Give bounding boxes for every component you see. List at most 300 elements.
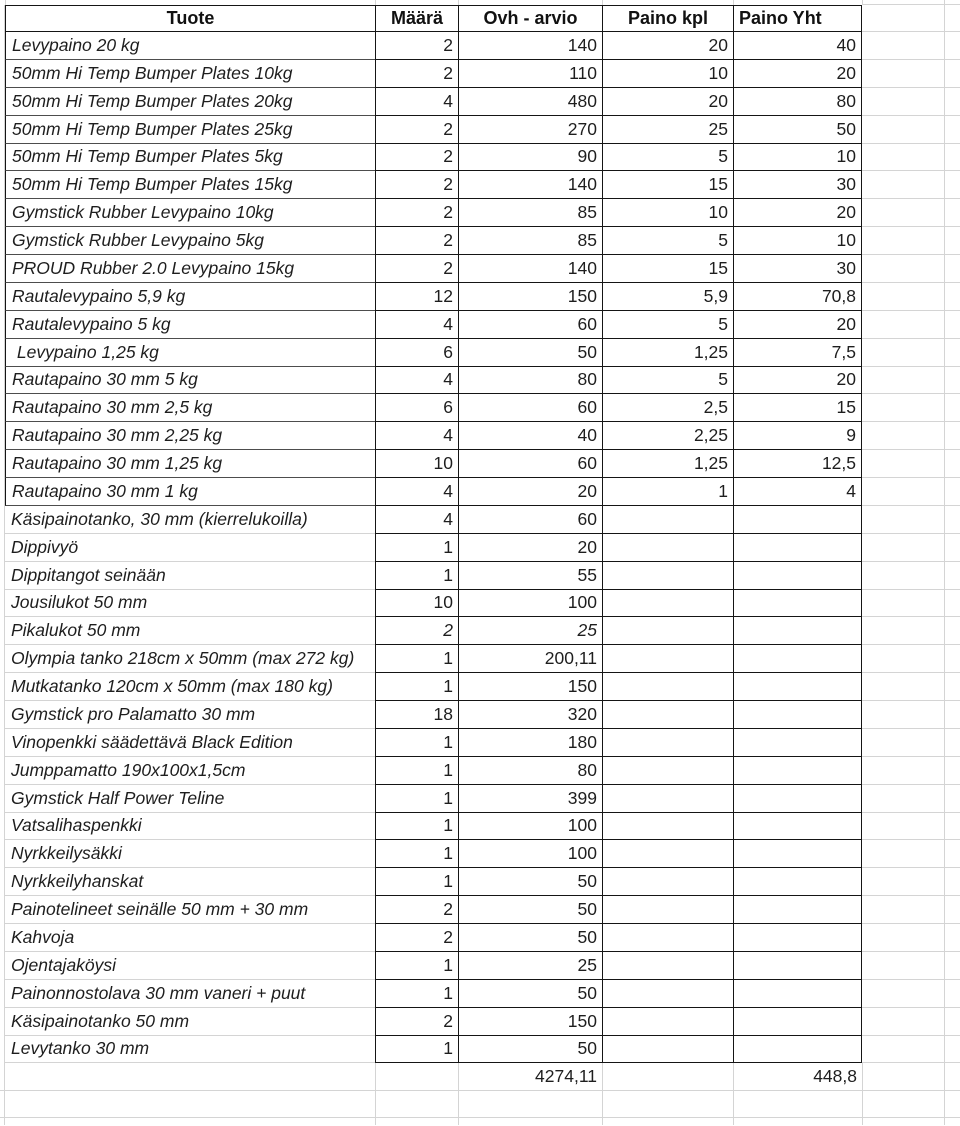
cell-empty[interactable] — [862, 980, 945, 1008]
cell-product-name[interactable]: Rautapaino 30 mm 5 kg — [5, 367, 375, 395]
cell-weight-total[interactable]: 50 — [733, 116, 862, 144]
cell-price[interactable]: 50 — [458, 896, 602, 924]
cell-empty[interactable] — [862, 339, 945, 367]
cell-weight-each[interactable]: 2,5 — [602, 394, 733, 422]
cell-weight-each[interactable] — [602, 952, 733, 980]
cell-weight-each[interactable]: 15 — [602, 255, 733, 283]
cell-empty[interactable] — [862, 673, 945, 701]
cell-product-name[interactable]: Levypaino 20 kg — [5, 32, 375, 60]
cell-empty[interactable] — [458, 1091, 602, 1118]
cell-weight-total[interactable] — [733, 673, 862, 701]
cell-product-name[interactable]: Ojentajaköysi — [5, 952, 375, 980]
cell-price[interactable]: 270 — [458, 116, 602, 144]
gridline-row-bottom — [0, 1118, 960, 1125]
cell-weight-total[interactable] — [733, 980, 862, 1008]
cell-product-name[interactable]: Levytanko 30 mm — [5, 1036, 375, 1064]
cell-price[interactable]: 200,11 — [458, 645, 602, 673]
cell-empty[interactable] — [862, 590, 945, 618]
cell-price[interactable]: 399 — [458, 785, 602, 813]
cell-empty[interactable] — [375, 1091, 458, 1118]
cell-price[interactable]: 100 — [458, 590, 602, 618]
cell-quantity[interactable]: 2 — [375, 144, 458, 172]
header-product[interactable]: Tuote — [5, 5, 375, 32]
cell-empty[interactable] — [5, 1091, 375, 1118]
cell-product-name[interactable]: Dippivyö — [5, 534, 375, 562]
gridline-cell — [945, 757, 960, 785]
cell-price[interactable]: 80 — [458, 757, 602, 785]
cell-product-name[interactable]: Nyrkkeilyhanskat — [5, 868, 375, 896]
cell-price[interactable]: 25 — [458, 952, 602, 980]
cell-weight-each[interactable]: 25 — [602, 116, 733, 144]
table-row — [0, 283, 960, 311]
cell-weight-total[interactable]: 20 — [733, 311, 862, 339]
cell-weight-total[interactable]: 20 — [733, 199, 862, 227]
table-row — [0, 422, 960, 450]
cell-product-name[interactable]: Gymstick Rubber Levypaino 10kg — [5, 199, 375, 227]
table-row — [0, 311, 960, 339]
cell-quantity[interactable]: 4 — [375, 88, 458, 116]
cell-weight-each[interactable] — [602, 813, 733, 841]
gridline-cell — [458, 1118, 602, 1125]
cell-product-name[interactable]: Rautalevypaino 5 kg — [5, 311, 375, 339]
cell-empty[interactable] — [862, 88, 945, 116]
cell-product-name[interactable]: Vinopenkki säädettävä Black Edition — [5, 729, 375, 757]
gridline-cell — [945, 367, 960, 395]
cell-quantity[interactable]: 1 — [375, 813, 458, 841]
header-weight-total[interactable]: Paino Yht — [733, 5, 862, 32]
gridline-cell — [945, 116, 960, 144]
gridline-cell — [945, 5, 960, 32]
cell-weight-each[interactable] — [602, 617, 733, 645]
cell-weight-each[interactable] — [602, 590, 733, 618]
cell-empty[interactable] — [862, 729, 945, 757]
gridline-cell — [945, 673, 960, 701]
table-row — [0, 534, 960, 562]
cell-price[interactable]: 50 — [458, 980, 602, 1008]
cell-empty[interactable] — [862, 171, 945, 199]
cell-weight-each[interactable]: 2,25 — [602, 422, 733, 450]
cell-quantity[interactable]: 1 — [375, 980, 458, 1008]
gridline-cell — [945, 199, 960, 227]
table-row — [0, 116, 960, 144]
cell-product-name[interactable]: Nyrkkeilysäkki — [5, 840, 375, 868]
cell-empty[interactable] — [862, 283, 945, 311]
total-price[interactable]: 4274,11 — [458, 1063, 602, 1091]
cell-price[interactable]: 150 — [458, 1008, 602, 1036]
cell-empty[interactable] — [862, 896, 945, 924]
cell-price[interactable]: 90 — [458, 144, 602, 172]
cell-quantity[interactable]: 1 — [375, 868, 458, 896]
gridline-cell — [945, 450, 960, 478]
cell-empty[interactable] — [862, 1091, 945, 1118]
cell-empty[interactable] — [862, 255, 945, 283]
cell-quantity[interactable]: 1 — [375, 1036, 458, 1064]
cell-weight-each[interactable] — [602, 1008, 733, 1036]
cell-weight-total[interactable] — [733, 1036, 862, 1064]
gridline-cell — [945, 562, 960, 590]
cell-product-name[interactable]: Olympia tanko 218cm x 50mm (max 272 kg) — [5, 645, 375, 673]
cell-quantity[interactable]: 2 — [375, 896, 458, 924]
cell-quantity[interactable]: 1 — [375, 729, 458, 757]
cell-quantity[interactable]: 10 — [375, 450, 458, 478]
cell-weight-each[interactable]: 5 — [602, 227, 733, 255]
cell-quantity[interactable]: 2 — [375, 116, 458, 144]
cell-price[interactable]: 50 — [458, 1036, 602, 1064]
cell-weight-each[interactable] — [602, 534, 733, 562]
cell-empty[interactable] — [375, 1063, 458, 1091]
table-row — [0, 88, 960, 116]
gridline-cell — [945, 506, 960, 534]
table-row — [0, 840, 960, 868]
cell-product-name[interactable]: Jumppamatto 190x100x1,5cm — [5, 757, 375, 785]
cell-quantity[interactable]: 1 — [375, 645, 458, 673]
cell-price[interactable]: 100 — [458, 840, 602, 868]
cell-weight-each[interactable]: 5 — [602, 144, 733, 172]
gridline-cell — [945, 1091, 960, 1118]
cell-weight-each[interactable] — [602, 757, 733, 785]
gridline-cell — [5, 1118, 375, 1125]
cell-empty[interactable] — [862, 5, 945, 32]
table-row — [0, 701, 960, 729]
cell-product-name[interactable]: Pikalukot 50 mm — [5, 617, 375, 645]
cell-product-name[interactable]: Mutkatanko 120cm x 50mm (max 180 kg) — [5, 673, 375, 701]
cell-empty[interactable] — [602, 1063, 733, 1091]
cell-weight-each[interactable] — [602, 645, 733, 673]
cell-weight-each[interactable]: 1 — [602, 478, 733, 506]
cell-price[interactable]: 110 — [458, 60, 602, 88]
cell-weight-each[interactable] — [602, 506, 733, 534]
cell-price[interactable]: 100 — [458, 813, 602, 841]
cell-product-name[interactable]: Painonnostolava 30 mm vaneri + puut — [5, 980, 375, 1008]
cell-weight-each[interactable]: 1,25 — [602, 339, 733, 367]
cell-quantity[interactable]: 2 — [375, 171, 458, 199]
cell-weight-each[interactable]: 5 — [602, 311, 733, 339]
gridline-cell — [945, 617, 960, 645]
cell-price[interactable]: 60 — [458, 394, 602, 422]
cell-empty[interactable] — [862, 1008, 945, 1036]
table-row — [0, 645, 960, 673]
gridline-cell — [945, 785, 960, 813]
cell-weight-each[interactable]: 20 — [602, 88, 733, 116]
cell-quantity[interactable]: 6 — [375, 394, 458, 422]
cell-empty[interactable] — [862, 617, 945, 645]
cell-weight-each[interactable] — [602, 924, 733, 952]
cell-price[interactable]: 480 — [458, 88, 602, 116]
cell-product-name[interactable]: PROUD Rubber 2.0 Levypaino 15kg — [5, 255, 375, 283]
cell-price[interactable]: 55 — [458, 562, 602, 590]
cell-weight-each[interactable] — [602, 980, 733, 1008]
header-weight-each[interactable]: Paino kpl — [602, 5, 733, 32]
cell-product-name[interactable]: Kahvoja — [5, 924, 375, 952]
cell-empty[interactable] — [862, 199, 945, 227]
cell-weight-total[interactable] — [733, 840, 862, 868]
cell-weight-total[interactable] — [733, 701, 862, 729]
cell-product-name[interactable]: Jousilukot 50 mm — [5, 590, 375, 618]
total-weight[interactable]: 448,8 — [733, 1063, 862, 1091]
cell-weight-total[interactable] — [733, 645, 862, 673]
cell-empty[interactable] — [862, 645, 945, 673]
cell-empty[interactable] — [862, 478, 945, 506]
cell-weight-total[interactable]: 10 — [733, 227, 862, 255]
cell-empty[interactable] — [862, 144, 945, 172]
cell-weight-total[interactable] — [733, 813, 862, 841]
gridline-cell — [945, 868, 960, 896]
cell-weight-total[interactable] — [733, 590, 862, 618]
cell-quantity[interactable]: 2 — [375, 199, 458, 227]
cell-price[interactable]: 20 — [458, 534, 602, 562]
gridline-cell — [945, 227, 960, 255]
cell-weight-total[interactable] — [733, 729, 862, 757]
cell-price[interactable]: 80 — [458, 367, 602, 395]
cell-empty[interactable] — [862, 60, 945, 88]
cell-price[interactable]: 140 — [458, 32, 602, 60]
table-row — [0, 367, 960, 395]
cell-empty[interactable] — [862, 813, 945, 841]
gridline-cell — [945, 32, 960, 60]
cell-weight-each[interactable] — [602, 1036, 733, 1064]
cell-weight-each[interactable]: 5,9 — [602, 283, 733, 311]
table-row — [0, 729, 960, 757]
table-row — [0, 1008, 960, 1036]
cell-product-name[interactable]: 50mm Hi Temp Bumper Plates 15kg — [5, 171, 375, 199]
cell-price[interactable]: 180 — [458, 729, 602, 757]
cell-quantity[interactable]: 1 — [375, 785, 458, 813]
cell-price[interactable]: 20 — [458, 478, 602, 506]
cell-product-name[interactable]: Gymstick pro Palamatto 30 mm — [5, 701, 375, 729]
table-row — [0, 199, 960, 227]
cell-weight-total[interactable]: 30 — [733, 171, 862, 199]
cell-product-name[interactable]: Rautapaino 30 mm 2,5 kg — [5, 394, 375, 422]
gridline-cell — [945, 60, 960, 88]
cell-weight-total[interactable] — [733, 924, 862, 952]
cell-quantity[interactable]: 18 — [375, 701, 458, 729]
cell-weight-each[interactable]: 20 — [602, 32, 733, 60]
cell-empty[interactable] — [862, 1063, 945, 1091]
table-row — [0, 478, 960, 506]
cell-quantity[interactable]: 2 — [375, 924, 458, 952]
gridline-cell — [862, 1118, 945, 1125]
gridline-cell — [945, 840, 960, 868]
cell-weight-total[interactable] — [733, 896, 862, 924]
cell-weight-total[interactable]: 30 — [733, 255, 862, 283]
cell-price[interactable]: 25 — [458, 617, 602, 645]
cell-quantity[interactable]: 12 — [375, 283, 458, 311]
cell-weight-each[interactable]: 15 — [602, 171, 733, 199]
cell-quantity[interactable]: 2 — [375, 60, 458, 88]
table-row — [0, 590, 960, 618]
cell-weight-total[interactable] — [733, 868, 862, 896]
cell-empty[interactable] — [862, 32, 945, 60]
cell-weight-each[interactable] — [602, 785, 733, 813]
cell-product-name[interactable]: Dippitangot seinään — [5, 562, 375, 590]
cell-quantity[interactable]: 2 — [375, 255, 458, 283]
cell-weight-total[interactable]: 70,8 — [733, 283, 862, 311]
cell-quantity[interactable]: 1 — [375, 673, 458, 701]
cell-weight-total[interactable] — [733, 506, 862, 534]
cell-weight-total[interactable] — [733, 952, 862, 980]
cell-product-name[interactable]: 50mm Hi Temp Bumper Plates 5kg — [5, 144, 375, 172]
cell-empty[interactable] — [862, 562, 945, 590]
cell-weight-each[interactable] — [602, 896, 733, 924]
table-row — [0, 60, 960, 88]
cell-quantity[interactable]: 1 — [375, 840, 458, 868]
gridline-cell — [602, 1118, 733, 1125]
cell-weight-total[interactable] — [733, 562, 862, 590]
cell-weight-each[interactable] — [602, 562, 733, 590]
cell-price[interactable]: 150 — [458, 283, 602, 311]
gridline-cell — [945, 311, 960, 339]
cell-weight-total[interactable]: 80 — [733, 88, 862, 116]
cell-empty[interactable] — [862, 311, 945, 339]
cell-product-name[interactable]: Painotelineet seinälle 50 mm + 30 mm — [5, 896, 375, 924]
cell-empty[interactable] — [862, 785, 945, 813]
cell-empty[interactable] — [862, 1036, 945, 1064]
cell-product-name[interactable]: Rautapaino 30 mm 2,25 kg — [5, 422, 375, 450]
cell-price[interactable]: 50 — [458, 868, 602, 896]
cell-weight-total[interactable]: 7,5 — [733, 339, 862, 367]
cell-empty[interactable] — [862, 534, 945, 562]
cell-weight-each[interactable]: 1,25 — [602, 450, 733, 478]
cell-product-name[interactable]: Gymstick Rubber Levypaino 5kg — [5, 227, 375, 255]
table-row — [0, 617, 960, 645]
cell-quantity[interactable]: 4 — [375, 478, 458, 506]
cell-quantity[interactable]: 6 — [375, 339, 458, 367]
cell-price[interactable]: 85 — [458, 199, 602, 227]
cell-weight-total[interactable]: 20 — [733, 367, 862, 395]
cell-weight-total[interactable] — [733, 757, 862, 785]
cell-weight-total[interactable]: 15 — [733, 394, 862, 422]
table-row — [0, 1036, 960, 1064]
cell-weight-total[interactable]: 12,5 — [733, 450, 862, 478]
header-price[interactable]: Ovh - arvio — [458, 5, 602, 32]
cell-empty[interactable] — [862, 367, 945, 395]
gridline-cell — [945, 729, 960, 757]
table-row — [0, 255, 960, 283]
cell-price[interactable]: 140 — [458, 171, 602, 199]
cell-empty[interactable] — [862, 116, 945, 144]
cell-product-name[interactable]: 50mm Hi Temp Bumper Plates 20kg — [5, 88, 375, 116]
cell-product-name[interactable]: Käsipainotanko, 30 mm (kierrelukoilla) — [5, 506, 375, 534]
gridline-cell — [375, 1118, 458, 1125]
cell-empty[interactable] — [602, 1091, 733, 1118]
cell-product-name[interactable]: Gymstick Half Power Teline — [5, 785, 375, 813]
cell-price[interactable]: 150 — [458, 673, 602, 701]
table-row — [0, 785, 960, 813]
cell-price[interactable]: 60 — [458, 450, 602, 478]
cell-weight-each[interactable]: 10 — [602, 60, 733, 88]
cell-weight-total[interactable] — [733, 1008, 862, 1036]
cell-price[interactable]: 40 — [458, 422, 602, 450]
cell-quantity[interactable]: 1 — [375, 562, 458, 590]
gridline-cell — [945, 645, 960, 673]
cell-price[interactable]: 85 — [458, 227, 602, 255]
cell-empty[interactable] — [862, 506, 945, 534]
cell-product-name[interactable]: 50mm Hi Temp Bumper Plates 25kg — [5, 116, 375, 144]
cell-weight-each[interactable] — [602, 729, 733, 757]
cell-price[interactable]: 50 — [458, 339, 602, 367]
cell-weight-total[interactable]: 40 — [733, 32, 862, 60]
cell-weight-each[interactable] — [602, 840, 733, 868]
gridline-cell — [945, 1008, 960, 1036]
totals-row — [0, 1063, 960, 1091]
cell-weight-total[interactable]: 4 — [733, 478, 862, 506]
cell-weight-total[interactable] — [733, 785, 862, 813]
header-quantity[interactable]: Määrä — [375, 5, 458, 32]
cell-empty[interactable] — [862, 450, 945, 478]
cell-empty[interactable] — [862, 868, 945, 896]
gridline-cell — [945, 1036, 960, 1064]
cell-weight-each[interactable] — [602, 673, 733, 701]
table-row — [0, 924, 960, 952]
table-row — [0, 868, 960, 896]
cell-empty[interactable] — [862, 422, 945, 450]
cell-quantity[interactable]: 2 — [375, 617, 458, 645]
cell-quantity[interactable]: 2 — [375, 32, 458, 60]
cell-price[interactable]: 60 — [458, 311, 602, 339]
cell-weight-each[interactable] — [602, 868, 733, 896]
cell-product-name[interactable]: Levypaino 1,25 kg — [5, 339, 375, 367]
gridline-cell — [945, 590, 960, 618]
cell-weight-total[interactable]: 9 — [733, 422, 862, 450]
cell-empty[interactable] — [862, 227, 945, 255]
cell-empty[interactable] — [862, 952, 945, 980]
cell-product-name[interactable]: 50mm Hi Temp Bumper Plates 10kg — [5, 60, 375, 88]
cell-price[interactable]: 320 — [458, 701, 602, 729]
cell-product-name[interactable]: Rautapaino 30 mm 1 kg — [5, 478, 375, 506]
cell-weight-total[interactable]: 20 — [733, 60, 862, 88]
cell-price[interactable]: 60 — [458, 506, 602, 534]
cell-product-name[interactable]: Vatsalihaspenkki — [5, 813, 375, 841]
cell-quantity[interactable]: 1 — [375, 952, 458, 980]
gridline-cell — [733, 1118, 862, 1125]
gridline-cell — [945, 339, 960, 367]
cell-weight-each[interactable]: 10 — [602, 199, 733, 227]
cell-quantity[interactable]: 4 — [375, 422, 458, 450]
gridline-cell — [945, 701, 960, 729]
cell-quantity[interactable]: 1 — [375, 757, 458, 785]
cell-weight-total[interactable]: 10 — [733, 144, 862, 172]
cell-quantity[interactable]: 10 — [375, 590, 458, 618]
cell-empty[interactable] — [862, 840, 945, 868]
cell-product-name[interactable]: Rautalevypaino 5,9 kg — [5, 283, 375, 311]
cell-weight-total[interactable] — [733, 617, 862, 645]
cell-price[interactable]: 50 — [458, 924, 602, 952]
cell-quantity[interactable]: 1 — [375, 534, 458, 562]
gridline-cell — [945, 422, 960, 450]
gridline-cell — [945, 88, 960, 116]
cell-weight-each[interactable]: 5 — [602, 367, 733, 395]
gridline-cell — [945, 896, 960, 924]
gridline-cell — [945, 144, 960, 172]
cell-empty[interactable] — [733, 1091, 862, 1118]
cell-weight-total[interactable] — [733, 534, 862, 562]
cell-empty[interactable] — [862, 757, 945, 785]
cell-quantity[interactable]: 2 — [375, 227, 458, 255]
cell-empty[interactable] — [862, 924, 945, 952]
cell-price[interactable]: 140 — [458, 255, 602, 283]
cell-empty[interactable] — [5, 1063, 375, 1091]
cell-quantity[interactable]: 4 — [375, 311, 458, 339]
gridline-cell — [945, 255, 960, 283]
cell-product-name[interactable]: Rautapaino 30 mm 1,25 kg — [5, 450, 375, 478]
cell-quantity[interactable]: 2 — [375, 1008, 458, 1036]
cell-weight-each[interactable] — [602, 701, 733, 729]
cell-quantity[interactable]: 4 — [375, 506, 458, 534]
cell-empty[interactable] — [862, 394, 945, 422]
cell-product-name[interactable]: Käsipainotanko 50 mm — [5, 1008, 375, 1036]
cell-empty[interactable] — [862, 701, 945, 729]
cell-quantity[interactable]: 4 — [375, 367, 458, 395]
